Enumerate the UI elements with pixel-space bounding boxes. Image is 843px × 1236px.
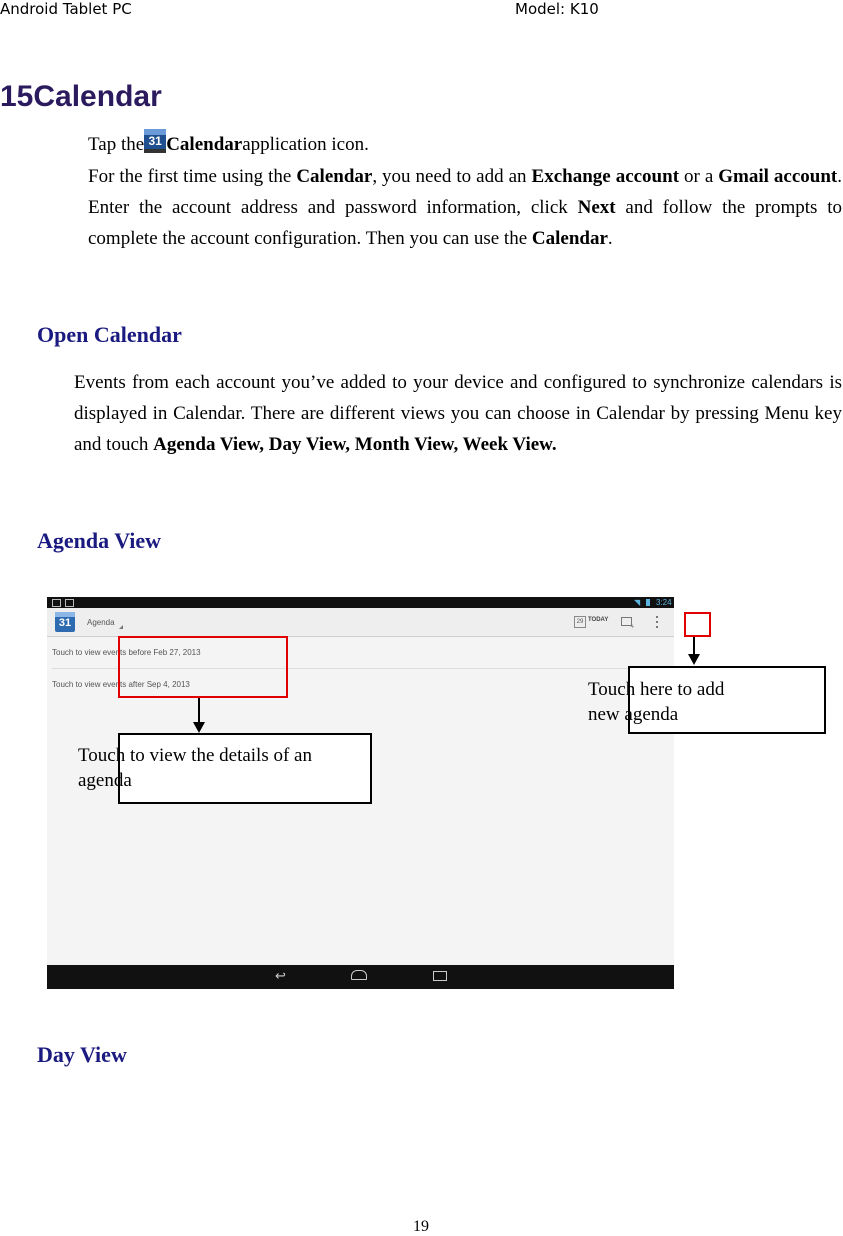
recent-apps-icon[interactable] bbox=[433, 971, 447, 981]
navigation-bar bbox=[47, 965, 674, 989]
intro-tap-the: Tap the bbox=[88, 134, 145, 155]
page-number: 19 bbox=[413, 1218, 429, 1235]
today-label: TODAY bbox=[588, 617, 609, 623]
intro-paragraph bbox=[88, 161, 842, 254]
para1-bold-exchange: Exchange account bbox=[531, 166, 680, 187]
add-agenda-callout-text: Touch here to add new agenda bbox=[588, 679, 725, 725]
para1-text-4: . Enter the account address and password information, click bbox=[88, 166, 842, 218]
para1-bold-calendar-2: Calendar bbox=[531, 228, 608, 249]
battery-icon bbox=[646, 599, 650, 606]
intro-application-icon: application icon. bbox=[242, 134, 369, 155]
para1-bold-gmail: Gmail account bbox=[718, 166, 838, 187]
para1-bold-calendar: Calendar bbox=[296, 166, 373, 187]
today-calendar-icon bbox=[574, 616, 586, 628]
heading-open-calendar: Open Calendar bbox=[37, 322, 182, 347]
status-time: 3:24 bbox=[656, 598, 672, 607]
open-calendar-text: Events from each account you’ve added to your device and configured to synchronize calendars is displayed in Calendar. There are different views you can choose in Calendar by pressing Menu key and touch bbox=[74, 372, 842, 455]
back-icon[interactable]: ↩ bbox=[275, 968, 286, 983]
para1-bold-next: Next bbox=[577, 197, 616, 218]
notification-icons bbox=[52, 599, 61, 607]
heading-day-view: Day View bbox=[37, 1042, 127, 1067]
home-icon[interactable] bbox=[351, 970, 367, 980]
action-bar: 31 Agenda 29 TODAY + bbox=[47, 608, 674, 637]
calendar-app-icon-number: 31 bbox=[148, 134, 162, 148]
para1-text-2: , you need to add an bbox=[372, 166, 532, 187]
page-title: 15Calendar bbox=[0, 80, 162, 113]
calendar-app-icon-small[interactable] bbox=[55, 612, 75, 632]
header-right: Model: K10 bbox=[515, 0, 599, 18]
view-details-callout-text: Touch to view the details of an agenda bbox=[78, 745, 312, 791]
calendar-app-icon bbox=[144, 129, 166, 153]
today-button[interactable] bbox=[574, 616, 610, 628]
load-later-events-row[interactable]: Touch to view events after Sep 4, 2013 bbox=[52, 680, 190, 689]
arrow-head-details bbox=[193, 722, 205, 733]
open-calendar-paragraph bbox=[74, 367, 842, 460]
para1-text-6: . bbox=[607, 228, 613, 249]
status-bar bbox=[47, 597, 674, 608]
app-icon-number: 31 bbox=[58, 617, 72, 629]
wifi-icon: ◥ bbox=[634, 598, 641, 607]
agenda-rows-highlight bbox=[118, 636, 288, 698]
today-icon-number: 29 bbox=[576, 619, 584, 625]
arrow-head-add bbox=[688, 654, 700, 665]
para1-text-1: For the first time using the bbox=[88, 166, 297, 187]
spinner-triangle-icon bbox=[119, 625, 123, 629]
load-earlier-events-row[interactable]: Touch to view events before Feb 27, 2013 bbox=[52, 648, 201, 657]
view-spinner-label[interactable]: Agenda bbox=[87, 618, 115, 627]
overflow-menu-icon[interactable] bbox=[656, 616, 659, 629]
new-event-highlight bbox=[684, 612, 711, 637]
open-calendar-views: Agenda View, Day View, Month View, Week View. bbox=[153, 434, 557, 455]
para1-text-3: or a bbox=[679, 166, 719, 187]
heading-agenda-view: Agenda View bbox=[37, 528, 162, 553]
intro-line bbox=[88, 129, 369, 160]
para1-text-5: and follow the prompts to complete the account configuration. Then you can use the bbox=[88, 197, 843, 249]
header-left: Android Tablet PC bbox=[0, 0, 132, 18]
intro-calendar-word: Calendar bbox=[166, 134, 243, 155]
